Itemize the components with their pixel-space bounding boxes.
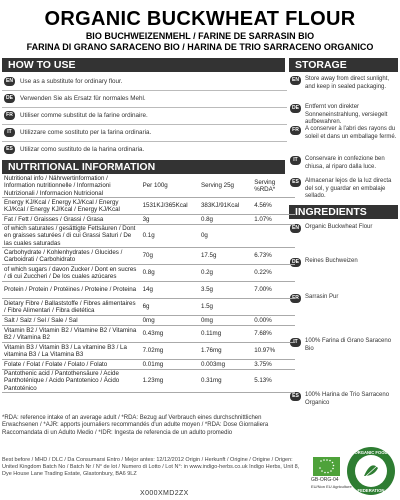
rda-value: 7.68% — [252, 326, 295, 343]
lang-badge: IT — [4, 128, 15, 137]
per100-value: 0.43mg — [141, 326, 199, 343]
col-per100-header: Per 100g — [141, 175, 199, 198]
list-item — [2, 108, 287, 125]
table-row — [2, 360, 295, 370]
ingredient-text: 100% Harina de Trio Sarraceno Organico — [305, 392, 390, 406]
lang-badge: EN — [4, 77, 15, 86]
per100-value: 0.1g — [141, 225, 199, 248]
col-label-header: Nutritional info / Nährwertinformation / Information nutritionnelle / Informazioni Nutrizionali / Informacion Nutricional — [2, 175, 141, 198]
rda-value: 6.73% — [252, 248, 295, 265]
organic-food-federation-seal-icon — [346, 446, 396, 496]
lang-badge: IT — [290, 338, 301, 347]
lang-badge: DE — [4, 94, 15, 103]
lang-badge: EN — [290, 224, 301, 233]
rda-value — [252, 299, 295, 316]
eu-organic-code: GB-ORG-04 — [311, 477, 339, 483]
per100-value: 0mg — [141, 316, 199, 326]
serving-value: 3.5g — [199, 282, 252, 299]
list-item — [2, 91, 287, 108]
table-row — [2, 299, 295, 316]
ingredient-text: Sarrasin Pur — [305, 294, 339, 300]
rda-value: 5.13% — [252, 370, 295, 393]
rda-value — [252, 225, 295, 248]
lang-badge: FR — [4, 111, 15, 120]
eu-leaf-icon — [313, 457, 340, 476]
nutrient-label: Dietary Fibre / Ballaststoffe / Fibres alimentaires / Fibre Alimentari / Fibra dietética — [2, 299, 141, 316]
storage-heading: STORAGE — [289, 58, 398, 72]
lang-badge: DE — [290, 104, 301, 113]
nutrient-label: Folate / Folat / Folate / Folato / Folato — [2, 360, 141, 370]
serving-value: 17.5g — [199, 248, 252, 265]
serving-value: 0.11mg — [199, 326, 252, 343]
rda-value: 0.22% — [252, 265, 295, 282]
list-item — [2, 142, 287, 158]
storage-text: Almacenar lejos de la luz directa del sol, y guardar en embalaje sellado. — [305, 178, 392, 199]
product-title: ORGANIC BUCKWHEAT FLOUR — [44, 8, 356, 30]
svg-text:FEDERATION: FEDERATION — [357, 488, 385, 493]
nutrient-label: Pantothenic acid / Pantothensäure / Acide Panthoténique / Acido Pantotenico / Ácido Pantoténico — [2, 370, 141, 393]
serving-value: 0.8g — [199, 215, 252, 225]
lang-badge: IT — [290, 156, 301, 165]
nutrient-label: of which saturates / gesättigte Fettsäuren / Dont en graisses saturées / di cui Grassi Saturi / De las cuales saturadas — [2, 225, 141, 248]
barcode-number: X000XMD2ZX — [140, 490, 189, 497]
per100-value: 1.23mg — [141, 370, 199, 393]
subtitle-line-1: BIO BUCHWEIZENMEHL / FARINE DE SARRASIN BIO — [85, 31, 315, 41]
table-row — [2, 248, 295, 265]
ingredients-heading: INGREDIENTS — [289, 205, 398, 219]
rda-value: 10.97% — [252, 343, 295, 360]
table-header-row — [2, 175, 295, 198]
nutrient-label: of which sugars / davon Zucker / Dont en sucres / di cui Zuccheri / De los cuales azúcares — [2, 265, 141, 282]
nutrition-heading: NUTRITIONAL INFORMATION — [2, 160, 285, 174]
subtitle-line-2: FARINA DI GRANO SARACENO BIO / HARINA DE TRIO SARRACENO ORGANICO — [26, 42, 374, 52]
per100-value: 1531KJ/365Kcal — [141, 198, 199, 215]
ingredient-text: 100% Farina di Grano Saraceno Bio — [305, 338, 392, 352]
list-item — [2, 74, 287, 91]
lang-badge: FR — [290, 294, 301, 303]
serving-value: 0.003mg — [199, 360, 252, 370]
storage-text: Conservare in confezione ben chiusa, al riparo dalla luce. — [305, 156, 385, 170]
usage-text: Utilizar como sustituto de la harina ordinaria. — [20, 146, 145, 153]
per100-value: 70g — [141, 248, 199, 265]
ingredient-text: Reines Buchweizen — [305, 258, 358, 264]
col-serving-header: Serving 25g — [199, 175, 252, 198]
usage-text: Verwenden Sie als Ersatz für normales Mehl. — [20, 95, 146, 102]
eu-agriculture-label: EU/Non EU Agriculture — [311, 484, 352, 489]
serving-value: 0mg — [199, 316, 252, 326]
nutrient-label: Salt / Salz / Sel / Sale / Sal — [2, 316, 141, 326]
table-row — [2, 198, 295, 215]
usage-text: Utiliser comme substitut de la farine ordinaire. — [20, 112, 148, 119]
lang-badge: ES — [290, 392, 301, 401]
table-row — [2, 316, 295, 326]
nutrition-table — [2, 175, 295, 393]
nutrient-label: Protein / Protein / Protéines / Proteine / Proteina — [2, 282, 141, 299]
lang-badge: ES — [290, 178, 301, 187]
per100-value: 7.02mg — [141, 343, 199, 360]
nutrient-label: Carbohydrate / Kohlenhydrates / Glucides / Carboidrati / Carbohidrato — [2, 248, 141, 265]
serving-value: 0g — [199, 225, 252, 248]
usage-text: Utilizzare come sostituto per la farina ordinaria. — [20, 129, 152, 136]
table-row — [2, 215, 295, 225]
serving-value: 0.31mg — [199, 370, 252, 393]
rda-value: 4.56% — [252, 198, 295, 215]
nutrient-label: Vitamin B2 / Vitamin B2 / Vitamine B2 / Vitamina B2 / Vitamina B2 — [2, 326, 141, 343]
storage-text: Store away from direct sunlight, and keep in sealed packaging. — [305, 76, 390, 90]
nutrient-label: Energy KJ/Kcal / Energy KJ/Kcal / Energy KJ/Kcal / Energy KJ/Kcal / Energy KJ/Kcal — [2, 198, 141, 215]
list-item — [2, 125, 287, 142]
table-row — [2, 225, 295, 248]
storage-text: A conserver à l'abri des rayons du soleil et dans un emballage fermé. — [305, 126, 397, 140]
per100-value: 6g — [141, 299, 199, 316]
serving-value: 383KJ/91Kcal — [199, 198, 252, 215]
table-row — [2, 326, 295, 343]
per100-value: 0.8g — [141, 265, 199, 282]
footer-info: Best before / MHD / DLC / Da Consumarsi Entro / Mejor antes: 12/12/2012 Origin / Herkunft / Origine / Origine / Origen: United Kingdom Batch No / Batch Nr / N° de lot / Numero di Lotto / Lot N°: in www.indigo-herbs.co.uk Indigo Herbs, Unit 8, Dye House Lane Trading Estate, Glastonbury, BA6 9LZ — [2, 457, 300, 477]
lang-badge: ES — [4, 145, 15, 154]
storage-text: Entfernt von direkter Sonneneinstrahlung, versiegelt aufbewahren. — [305, 104, 388, 125]
table-row — [2, 282, 295, 299]
rda-value: 0.00% — [252, 316, 295, 326]
table-row — [2, 343, 295, 360]
rda-footnote: *RDA: reference intake of an average adult / *RDA: Bezug auf Verbrauch eines durchschnittlichen Erwachsenen / *AJR: apports journaliers recommandés d'un adulte moyen / *RDA: Dose Giornaliera Raccomandata di un Adulto Medio / *IDR: Ingesta de referencia de un adulto promedio — [2, 415, 269, 436]
lang-badge: FR — [290, 126, 301, 135]
how-to-use-heading: HOW TO USE — [2, 58, 285, 72]
per100-value: 0.01mg — [141, 360, 199, 370]
rda-value: 7.00% — [252, 282, 295, 299]
serving-value: 1.76mg — [199, 343, 252, 360]
svg-text:ORGANIC FOOD: ORGANIC FOOD — [354, 450, 388, 455]
rda-value: 3.75% — [252, 360, 295, 370]
table-row — [2, 370, 295, 393]
lang-badge: EN — [290, 76, 301, 85]
serving-value: 0.2g — [199, 265, 252, 282]
nutrient-label: Fat / Fett / Graisses / Grassi / Grasa — [2, 215, 141, 225]
usage-text: Use as a substitute for ordinary flour. — [20, 78, 123, 85]
rda-value: 1.07% — [252, 215, 295, 225]
nutrient-label: Vitamin B3 / Vitamin B3 / La vitamine B3 / La vitamina B3 / La Vitamina B3 — [2, 343, 141, 360]
eu-organic-logo — [313, 457, 340, 476]
col-rda-header: Serving %RDA* — [252, 175, 295, 198]
lang-badge: DE — [290, 258, 301, 267]
serving-value: 1.5g — [199, 299, 252, 316]
per100-value: 3g — [141, 215, 199, 225]
ingredient-text: Organic Buckwheat Flour — [305, 224, 373, 230]
per100-value: 14g — [141, 282, 199, 299]
table-row — [2, 265, 295, 282]
